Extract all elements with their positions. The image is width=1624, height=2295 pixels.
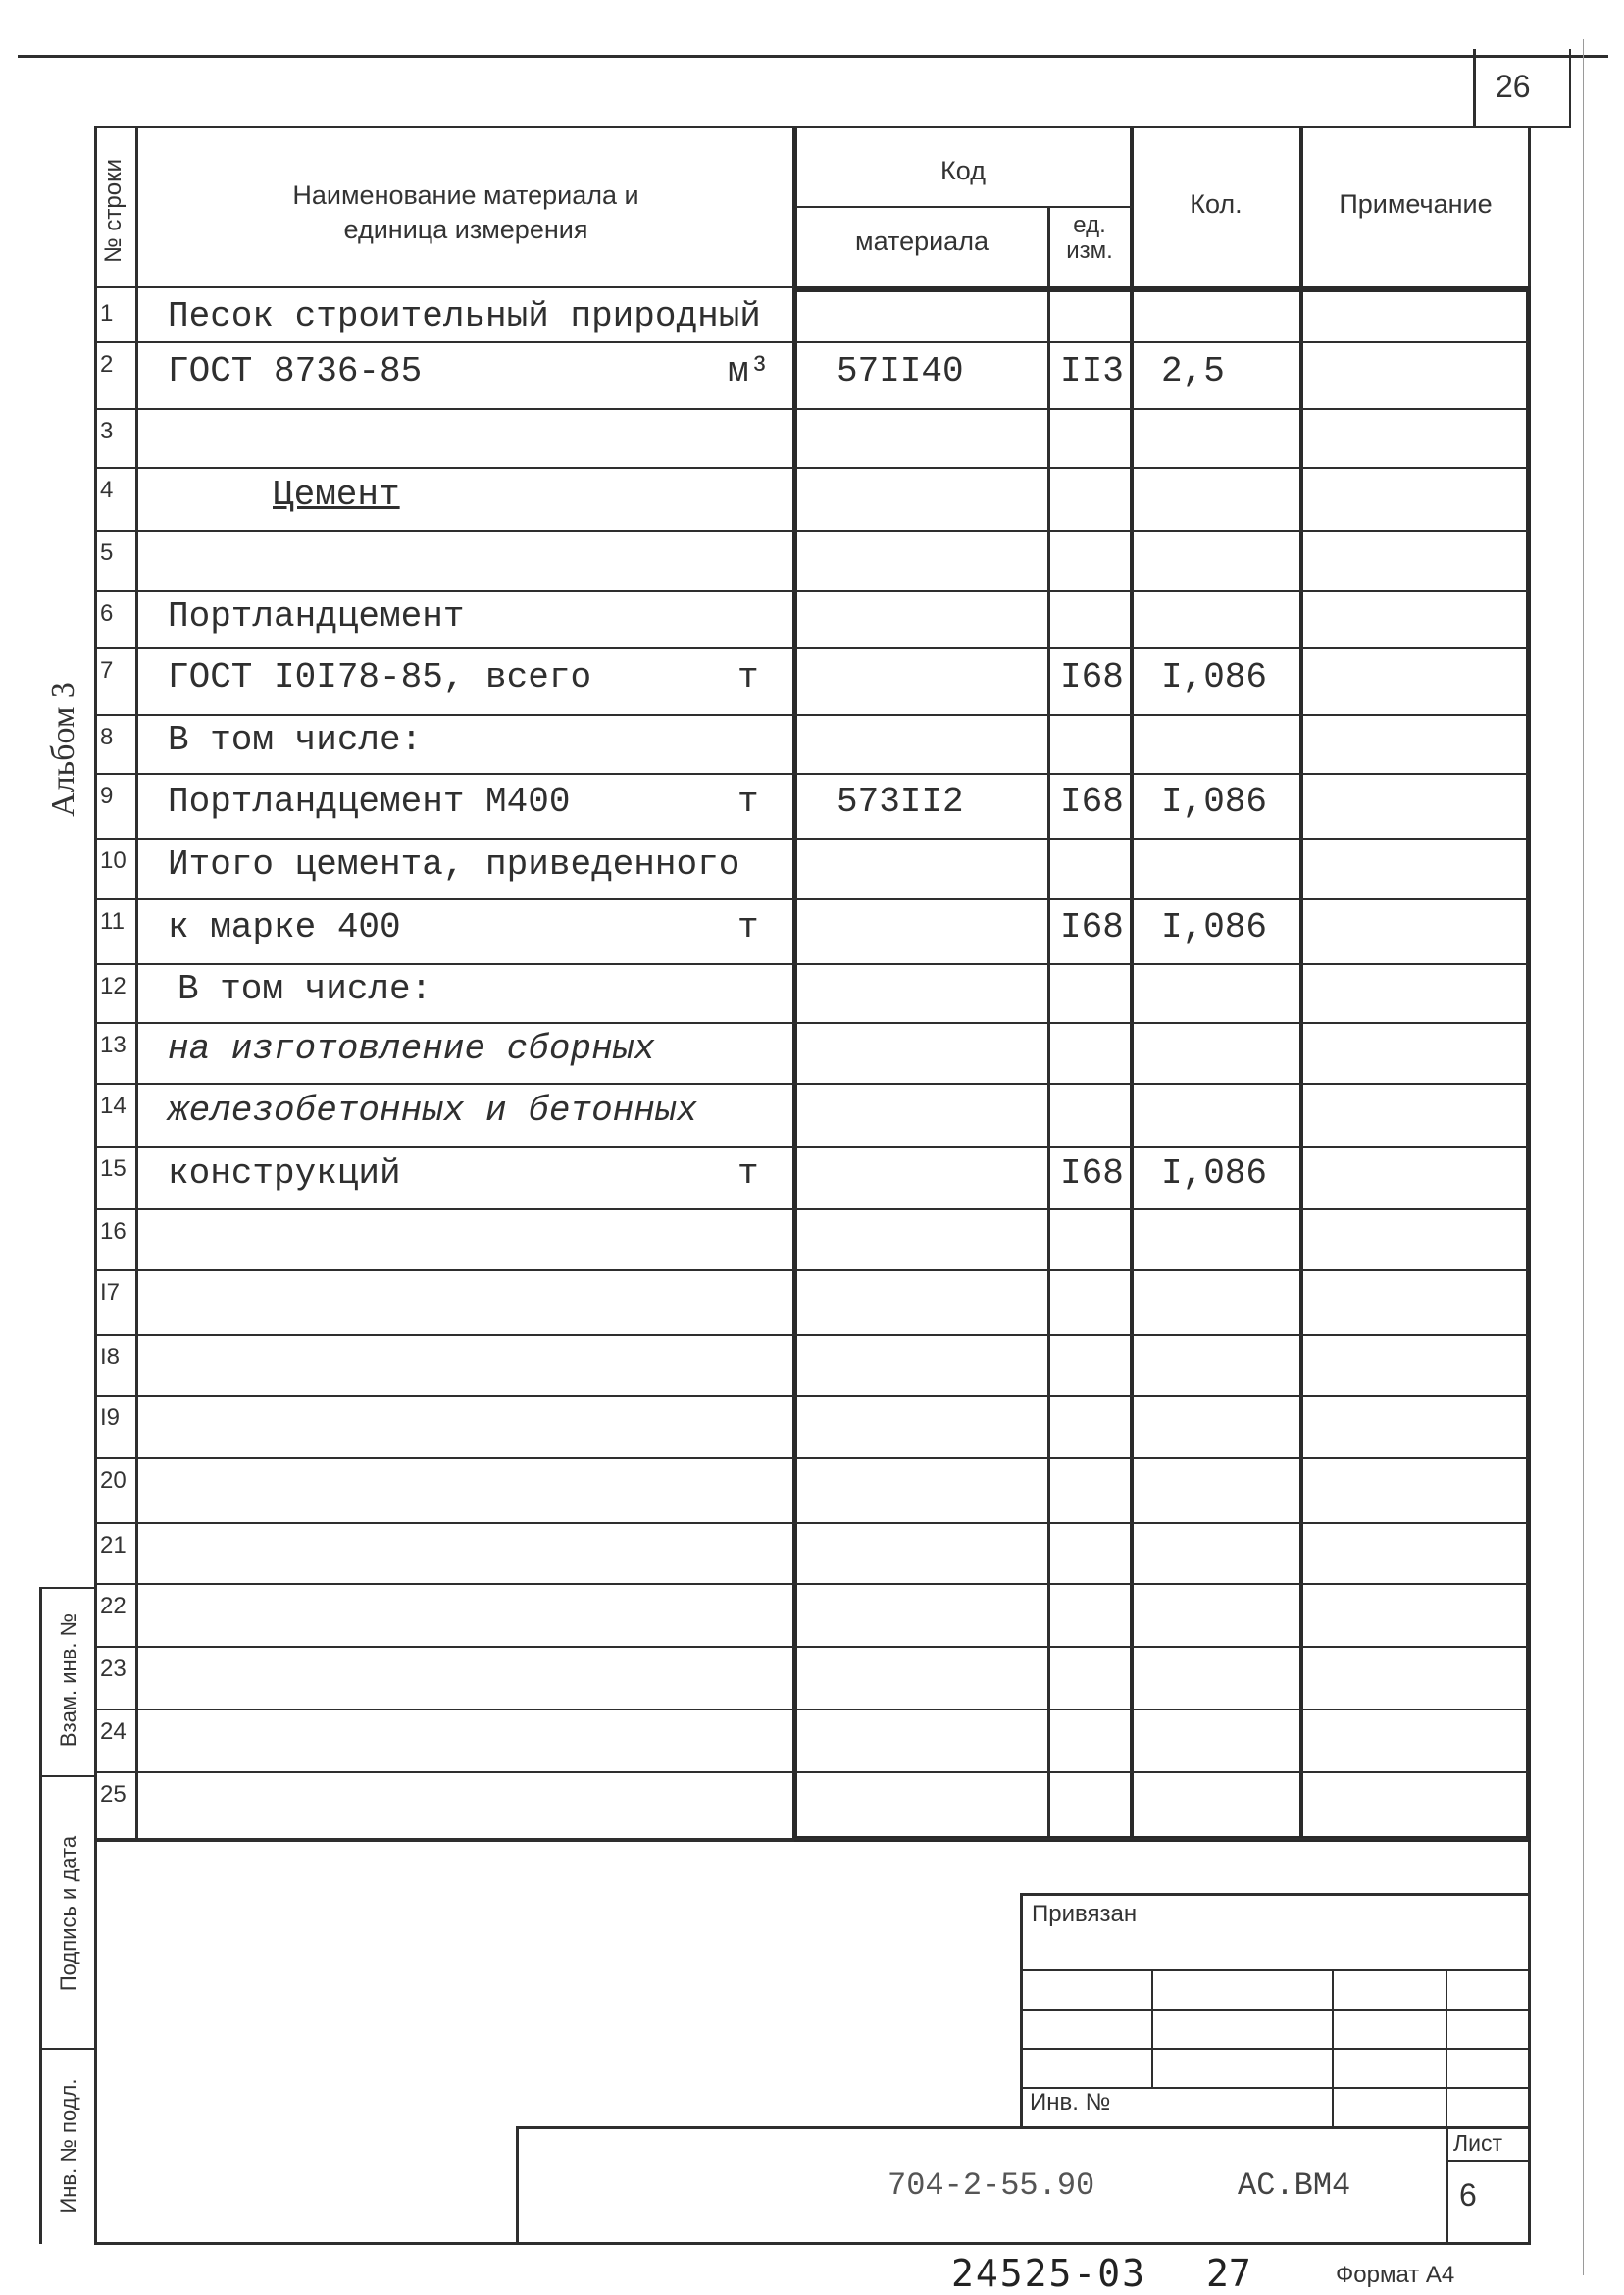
note-cell [1303, 1148, 1526, 1210]
stamp-mark: АС.ВМ4 [1238, 2168, 1351, 2204]
note-cell [1303, 716, 1526, 775]
row-number: 24 [100, 1718, 127, 1745]
row-number: 13 [100, 1032, 127, 1058]
binding-h1 [39, 1587, 96, 1589]
note-cell [1303, 965, 1526, 1024]
material-code: 57II40 [837, 351, 964, 391]
quantity: I,086 [1161, 782, 1268, 822]
note-cell [1303, 1271, 1526, 1336]
row-number: 2 [100, 351, 114, 378]
quantity: I,086 [1161, 907, 1268, 947]
note-cell [1303, 1773, 1526, 1840]
page-number-box-left [1473, 49, 1476, 128]
material-name: Цемент [273, 475, 400, 515]
unit-symbol: т [737, 657, 759, 697]
stamp-v2 [1332, 1969, 1334, 2126]
note-cell [1303, 1648, 1526, 1710]
stamp-inv-no: Инв. № [1030, 2089, 1111, 2116]
note-cell [1303, 1397, 1526, 1459]
row-number: 16 [100, 1218, 127, 1245]
footer-archive-page: 27 [1206, 2252, 1251, 2295]
col-code-mat-right [1047, 208, 1050, 1842]
unit-code: I68 [1060, 1153, 1124, 1194]
note-cell [1303, 1710, 1526, 1773]
header-material: материала [855, 227, 989, 256]
header-unit-line2: изм. [1066, 237, 1113, 264]
material-name: железобетонных и бетонных [168, 1091, 698, 1131]
note-cell [1303, 469, 1526, 532]
unit-symbol: т [737, 1153, 759, 1194]
material-name: В том числе: [178, 969, 432, 1009]
material-name: Итого цемента, приведенного [168, 844, 740, 885]
binding-strip-line [39, 1587, 42, 2244]
note-cell [1303, 1336, 1526, 1397]
note-cell [1303, 1024, 1526, 1085]
material-name: Портландцемент М400 [168, 782, 571, 822]
stamp-v3 [1446, 1969, 1447, 2126]
unit-symbol: т [737, 782, 759, 822]
note-cell [1303, 900, 1526, 965]
page-number: 26 [1496, 69, 1531, 104]
note-cell [1303, 343, 1526, 410]
side-label-vzam-inv: Взам. инв. № [56, 1612, 80, 1748]
row-number: 7 [100, 657, 114, 684]
row-number: 3 [100, 418, 114, 444]
header-note: Примечание [1339, 189, 1493, 219]
side-label-inv-podl: Инв. № подл. [56, 2078, 80, 2214]
right-trim-line [1583, 39, 1584, 2275]
data-zone-right [1526, 286, 1531, 1842]
unit-code: I68 [1060, 907, 1124, 947]
header-row-no: № строки [100, 159, 127, 264]
stamp-privyazan: Привязан [1032, 1901, 1138, 1927]
row-number: 15 [100, 1155, 127, 1182]
note-cell [1303, 1459, 1526, 1524]
header-code: Код [940, 156, 986, 185]
header-qty: Кол. [1190, 189, 1243, 219]
stamp-sheet-h [1447, 2160, 1530, 2162]
quantity: 2,5 [1161, 351, 1225, 391]
material-name: к марке 400 [168, 907, 401, 947]
frame-top [96, 126, 1571, 128]
row-number: 1 [100, 300, 114, 327]
row-number: 23 [100, 1656, 127, 1682]
row-number: 10 [100, 847, 127, 874]
stamp-sheet-left [1446, 2126, 1448, 2244]
row-number: 8 [100, 724, 114, 750]
row-number: I8 [100, 1344, 121, 1370]
note-cell [1303, 592, 1526, 649]
stamp-main-left [516, 2126, 519, 2244]
row-number: I9 [100, 1404, 121, 1431]
material-name: В том числе: [168, 720, 423, 760]
row-number: 4 [100, 477, 114, 503]
note-cell [1303, 292, 1526, 343]
header-name-line1: Наименование материала и [292, 180, 639, 210]
row-number: 11 [100, 908, 125, 935]
note-cell [1303, 1585, 1526, 1648]
note-cell [1303, 840, 1526, 900]
side-label-podpis-data: Подпись и дата [56, 1835, 80, 1992]
material-name: ГОСТ I0I78-85, всего [168, 657, 592, 697]
row-number: 20 [100, 1467, 127, 1494]
frame-left [94, 126, 97, 2244]
note-cell [1303, 1524, 1526, 1585]
stamp-main-top [516, 2126, 1530, 2129]
code-subheader-line [795, 206, 1132, 208]
header-bottom-left [96, 286, 794, 288]
material-name: ГОСТ 8736-85 [168, 351, 423, 391]
material-name: на изготовление сборных [168, 1029, 655, 1069]
stamp-privyazan-left [1020, 1893, 1023, 2128]
note-cell [1303, 1210, 1526, 1271]
row-number: 21 [100, 1532, 127, 1558]
row-number: 25 [100, 1781, 127, 1808]
stamp-privyazan-top [1022, 1893, 1530, 1896]
material-code: 573II2 [837, 782, 964, 822]
quantity: I,086 [1161, 657, 1268, 697]
page-number-box-right [1569, 49, 1571, 128]
header-unit-line1: ед. [1073, 212, 1106, 238]
stamp-designation: 704-2-55.90 [888, 2168, 1095, 2204]
note-cell [1303, 775, 1526, 840]
row-number: 9 [100, 783, 114, 809]
unit-code: I68 [1060, 657, 1124, 697]
frame-bottom [94, 2242, 1531, 2245]
binding-h2 [39, 1775, 96, 1777]
footer-format: Формат А4 [1336, 2262, 1455, 2288]
unit-symbol: т [737, 907, 759, 947]
row-number: 12 [100, 973, 127, 999]
note-cell [1303, 649, 1526, 716]
row-number: 22 [100, 1593, 127, 1619]
note-cell [1303, 532, 1526, 592]
stamp-h3 [1022, 2048, 1530, 2050]
unit-code: II3 [1060, 351, 1124, 391]
note-cell [1303, 1085, 1526, 1148]
stamp-h2 [1022, 2009, 1530, 2011]
stamp-h1 [1022, 1969, 1530, 1971]
quantity: I,086 [1161, 1153, 1268, 1194]
top-border [18, 55, 1608, 58]
header-name-line2: единица измерения [343, 215, 588, 244]
row-number: I7 [100, 1279, 121, 1305]
row-number: 5 [100, 539, 114, 566]
material-name: конструкций [168, 1153, 401, 1194]
table-bottom [96, 1840, 794, 1842]
stamp-sheet-no: 6 [1459, 2177, 1477, 2213]
row-number: 6 [100, 600, 114, 627]
side-label-album: Альбом 3 [45, 682, 81, 817]
stamp-v1 [1151, 1969, 1153, 2087]
unit-code: I68 [1060, 782, 1124, 822]
footer-archive-no: 24525-03 [951, 2252, 1147, 2295]
unit-symbol: м³ [728, 351, 771, 391]
stamp-sheet-label: Лист [1453, 2130, 1502, 2156]
note-cell [1303, 410, 1526, 469]
material-name: Портландцемент [168, 596, 465, 637]
material-name: Песок строительный природный [168, 296, 761, 336]
row-number: 14 [100, 1093, 127, 1119]
